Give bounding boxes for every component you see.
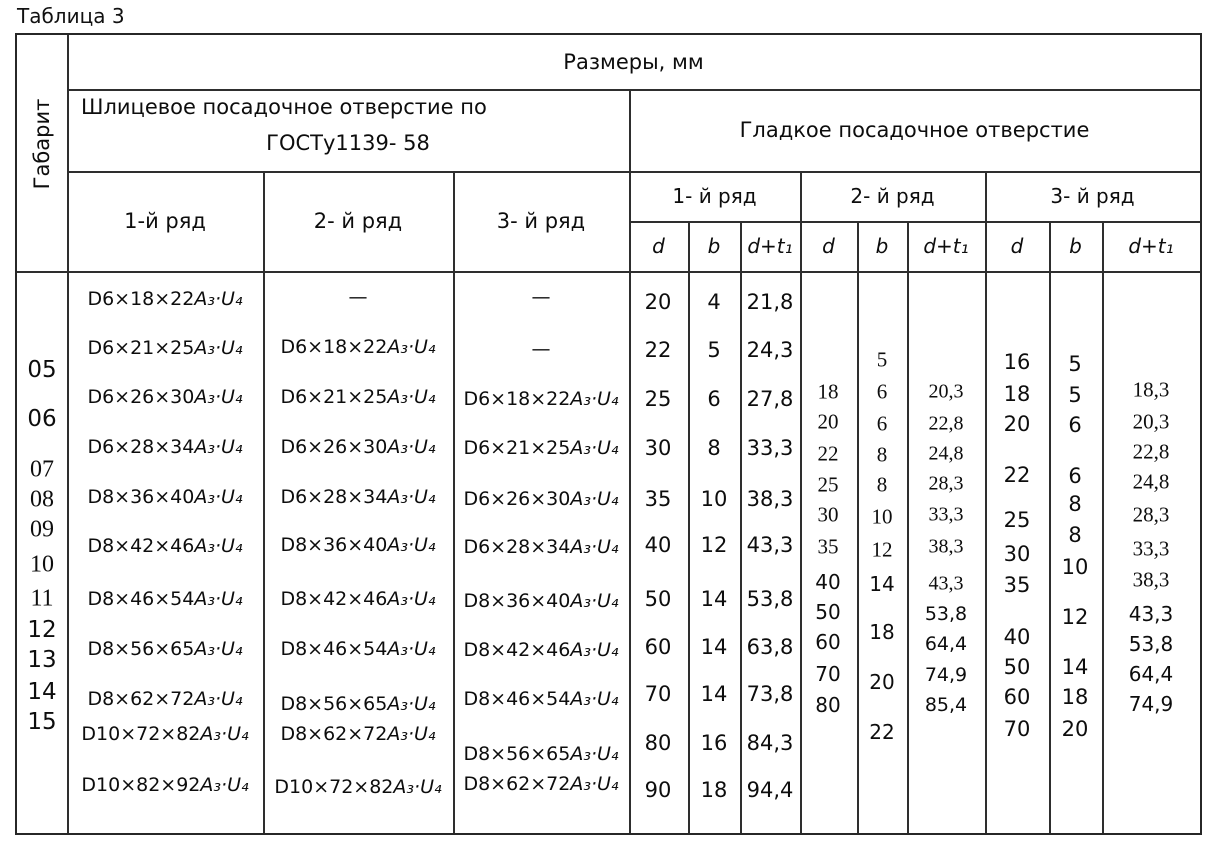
designation-suffix: A₃·U₄ [194, 337, 243, 359]
spline-designation [87, 288, 242, 310]
designation-suffix: A₃·U₄ [387, 723, 436, 745]
spline-designation [463, 488, 618, 510]
dimension-value: 38,3 [1132, 567, 1170, 592]
dimension-value: 20 [869, 670, 895, 694]
dimension-value: 84,3 [746, 731, 794, 755]
dimension-value: 20 [817, 409, 839, 434]
spline-designation [87, 688, 242, 710]
spline-series3-header: 3- й ряд [496, 209, 586, 233]
dimension-value: 40 [1003, 625, 1031, 649]
dimension-value: 16 [1003, 350, 1031, 374]
dimension-value: 22,8 [928, 412, 964, 435]
dimension-value: 43,3 [746, 533, 794, 557]
designation-base: D6×26×30 [463, 488, 571, 510]
dimension-value: 40 [815, 570, 841, 594]
designation-base: D8×56×65 [463, 743, 571, 765]
dimension-value: 70 [1003, 717, 1031, 741]
dimension-value: 28,3 [928, 472, 964, 495]
spline-designation [463, 437, 618, 459]
dimension-value: 8 [707, 436, 721, 460]
col-header-dt1: d+t₁ [747, 234, 793, 258]
designation-suffix: A₃·U₄ [194, 288, 243, 310]
designation-suffix: A₃·U₄ [194, 436, 243, 458]
gabarit-value: 12 [27, 617, 57, 643]
designation-suffix: A₃·U₄ [570, 743, 619, 765]
designation-suffix: A₃·U₄ [570, 388, 619, 410]
designation-base: D8×42×46 [280, 588, 388, 610]
designation-base: D8×56×65 [87, 638, 195, 660]
gabarit-value: 14 [27, 679, 57, 705]
gabarit-column-header: Габарит [30, 98, 54, 190]
spline-designation [280, 486, 435, 508]
gabarit-value: 09 [30, 516, 54, 543]
designation-base: D6×26×30 [280, 436, 388, 458]
dimension-value: 22 [1003, 463, 1031, 487]
designation-base: D8×36×40 [87, 486, 195, 508]
gabarit-value: 11 [30, 585, 54, 612]
designation-suffix: A₃·U₄ [194, 588, 243, 610]
designation-suffix: A₃·U₄ [387, 486, 436, 508]
dimension-value: 40 [644, 533, 672, 557]
spline-designation [280, 436, 435, 458]
dimension-value: 18,3 [1132, 377, 1170, 402]
spline-designation [280, 588, 435, 610]
spline-designation [463, 639, 618, 661]
designation-base: D10×82×92 [81, 774, 201, 796]
dimension-value: 18 [700, 778, 728, 802]
dimension-value: 6 [1068, 464, 1082, 488]
dimension-value: 33,3 [746, 436, 794, 460]
spline-designation [280, 534, 435, 556]
dimension-value: 35 [817, 534, 839, 559]
spline-designation [87, 386, 242, 408]
dimension-value: 33,3 [1132, 536, 1170, 561]
dimension-value: 74,9 [1128, 692, 1174, 716]
dimension-value: 14 [1061, 655, 1089, 679]
designation-suffix: A₃·U₄ [387, 638, 436, 660]
dimension-value: 43,3 [1128, 602, 1174, 626]
designation-base: D8×62×72 [463, 773, 571, 795]
grid-line [1049, 221, 1051, 833]
dimension-value: 6 [1068, 413, 1082, 437]
dimension-value: 18 [869, 620, 895, 644]
dimension-value: 20 [1061, 717, 1089, 741]
dimension-value: 80 [815, 693, 841, 717]
dimension-value: 18 [1061, 685, 1089, 709]
dimension-value: 74,9 [924, 664, 968, 686]
designation-base: D6×21×25 [463, 437, 571, 459]
dimension-value: 5 [1068, 352, 1082, 376]
dimension-value: 53,8 [924, 603, 968, 625]
designation-suffix: A₃·U₄ [570, 688, 619, 710]
dimension-value: 8 [1068, 523, 1082, 547]
grid-line [1102, 221, 1104, 833]
gabarit-value: 06 [27, 406, 57, 432]
dimension-value: 64,4 [1128, 662, 1174, 686]
spline-designation [349, 286, 368, 308]
table-caption: Таблица 3 [17, 4, 125, 28]
dimension-value: 22 [869, 720, 895, 744]
designation-base: D8×46×54 [463, 688, 571, 710]
designation-suffix: A₃·U₄ [570, 773, 619, 795]
dimension-value: 12 [1061, 605, 1089, 629]
designation-suffix: A₃·U₄ [570, 488, 619, 510]
dimension-value: 6 [707, 387, 721, 411]
smooth-series2-header: 2- й ряд [850, 184, 935, 208]
spline-hole-title-line1: Шлицевое посадочное отверстие по [81, 95, 487, 119]
spline-designation [280, 336, 435, 358]
designation-base: D6×21×25 [280, 386, 388, 408]
spline-designation [280, 386, 435, 408]
spline-designation [532, 338, 551, 360]
dimension-value: 22 [817, 441, 839, 466]
smooth-series1-header: 1- й ряд [672, 184, 757, 208]
designation-base: D8×62×72 [87, 688, 195, 710]
dimension-value: 6 [876, 411, 888, 436]
designation-base: D6×28×34 [463, 536, 571, 558]
dimension-value: 70 [644, 682, 672, 706]
dimension-value: 12 [700, 533, 728, 557]
dimension-value: 64,4 [924, 633, 968, 655]
dimension-value: 38,3 [928, 535, 964, 558]
dimension-value: 25 [817, 472, 839, 497]
spline-series1-header: 1-й ряд [124, 209, 206, 233]
dimension-value: 14 [700, 587, 728, 611]
col-header-dt1: d+t₁ [1128, 234, 1174, 258]
dimension-value: 60 [815, 630, 841, 654]
spline-designation [280, 693, 435, 715]
designation-base: D6×18×22 [280, 336, 388, 358]
col-header-b: b [1069, 234, 1082, 258]
dimension-value: 8 [1068, 492, 1082, 516]
col-header-b: b [707, 234, 721, 258]
gabarit-value: 13 [27, 647, 57, 673]
designation-base: D6×28×34 [280, 486, 388, 508]
designation-base: D10×72×82 [274, 776, 394, 798]
dimension-value: 60 [1003, 685, 1031, 709]
spline-designation [87, 436, 242, 458]
dimension-value: 22,8 [1132, 439, 1170, 464]
designation-suffix: A₃·U₄ [194, 386, 243, 408]
spline-designation [463, 536, 618, 558]
designation-base: D8×42×46 [463, 639, 571, 661]
designation-base: D10×72×82 [81, 723, 201, 745]
designation-base: D8×56×65 [280, 693, 388, 715]
dimension-value: 43,3 [928, 572, 964, 595]
designation-suffix: A₃·U₄ [194, 638, 243, 660]
designation-suffix: A₃·U₄ [570, 590, 619, 612]
dimension-value: 16 [700, 731, 728, 755]
smooth-hole-title: Гладкое посадочное отверстие [739, 118, 1090, 142]
designation-base: D6×18×22 [87, 288, 195, 310]
spline-designation [87, 486, 242, 508]
designation-base: D6×21×25 [87, 337, 195, 359]
dimension-value: 38,3 [746, 487, 794, 511]
dimension-value: 10 [1061, 555, 1089, 579]
designation-suffix: A₃·U₄ [387, 588, 436, 610]
dimension-value: 5 [707, 338, 721, 362]
spline-designation [280, 723, 435, 745]
col-header-d: d [822, 234, 835, 258]
dimension-value: 8 [876, 442, 888, 467]
gabarit-value: 05 [27, 357, 57, 383]
dimension-value: 8 [876, 472, 888, 497]
designation-suffix: A₃·U₄ [387, 336, 436, 358]
designation-suffix: A₃·U₄ [194, 535, 243, 557]
spline-designation [87, 337, 242, 359]
gabarit-value: 10 [30, 551, 54, 578]
dimension-value: 50 [815, 600, 841, 624]
dimension-value: 14 [869, 572, 895, 596]
designation-base: D8×36×40 [463, 590, 571, 612]
dimension-value: 73,8 [746, 682, 794, 706]
designation-suffix: A₃·U₄ [387, 693, 436, 715]
dimension-value: 90 [644, 778, 672, 802]
gabarit-value: 08 [30, 486, 54, 513]
designation-base: D8×46×54 [280, 638, 388, 660]
col-header-d: d [1010, 234, 1024, 258]
spline-designation [81, 774, 248, 796]
col-header-dt1: d+t₁ [923, 234, 969, 258]
spline-series2-header: 2- й ряд [313, 209, 403, 233]
dimension-value: 25 [1003, 508, 1031, 532]
dimension-value: 20 [644, 290, 672, 314]
grid-line [740, 221, 742, 833]
dimension-value: 6 [876, 379, 888, 404]
dimension-value: 70 [815, 662, 841, 686]
spline-designation [463, 388, 618, 410]
dimension-value: 5 [1068, 383, 1082, 407]
dimension-value: 12 [871, 537, 893, 562]
designation-suffix: A₃·U₄ [570, 536, 619, 558]
dimension-value: 28,3 [1132, 502, 1170, 527]
dimension-value: 24,8 [1132, 469, 1170, 494]
designation-base: D8×36×40 [280, 534, 388, 556]
units-header: Размеры, мм [563, 50, 704, 74]
designation-suffix: A₃·U₄ [200, 723, 249, 745]
grid-line [857, 221, 859, 833]
dimension-value: 50 [1003, 655, 1031, 679]
dimension-value: 80 [644, 731, 672, 755]
dimension-value: 85,4 [924, 694, 968, 716]
designation-suffix: A₃·U₄ [570, 437, 619, 459]
dimension-value: 35 [644, 487, 672, 511]
spline-hole-title-line2: ГОСТу1139- 58 [266, 131, 430, 155]
designation-base: — [531, 286, 551, 308]
designation-suffix: A₃·U₄ [387, 436, 436, 458]
spline-designation [463, 743, 618, 765]
dimension-value: 20,3 [1132, 409, 1170, 434]
gabarit-value: 15 [27, 709, 57, 735]
dimension-value: 30 [1003, 542, 1031, 566]
dimension-value: 22 [644, 338, 672, 362]
dimension-value: 20,3 [928, 380, 964, 403]
designation-suffix: A₃·U₄ [393, 776, 442, 798]
grid-line [907, 221, 909, 833]
dimension-value: 14 [700, 682, 728, 706]
dimension-value: 14 [700, 635, 728, 659]
spline-designation [463, 773, 618, 795]
dimension-value: 30 [644, 436, 672, 460]
designation-base: D8×42×46 [87, 535, 195, 557]
dimension-value: 35 [1003, 573, 1031, 597]
dimension-value: 63,8 [746, 635, 794, 659]
dimension-value: 24,8 [928, 442, 964, 465]
dimension-value: 24,3 [746, 338, 794, 362]
spline-designation [87, 588, 242, 610]
spline-designation [81, 723, 248, 745]
gabarit-value: 07 [30, 456, 54, 483]
designation-suffix: A₃·U₄ [194, 688, 243, 710]
dimension-value: 20 [1003, 412, 1031, 436]
designation-base: — [348, 286, 368, 308]
designation-suffix: A₃·U₄ [570, 639, 619, 661]
dimension-value: 50 [644, 587, 672, 611]
spline-designation [532, 286, 551, 308]
designation-suffix: A₃·U₄ [387, 386, 436, 408]
dimension-value: 18 [817, 379, 839, 404]
spline-designation [463, 590, 618, 612]
spline-designation [463, 688, 618, 710]
designation-base: D6×18×22 [463, 388, 571, 410]
dimension-value: 18 [1003, 382, 1031, 406]
dimension-value: 27,8 [746, 387, 794, 411]
designation-base: D8×62×72 [280, 723, 388, 745]
dimension-value: 94,4 [746, 778, 794, 802]
designation-base: — [531, 338, 551, 360]
spline-designation [280, 638, 435, 660]
col-header-d: d [652, 234, 665, 258]
dimension-value: 33,3 [928, 503, 964, 526]
dimension-value: 10 [871, 504, 893, 529]
dimension-value: 25 [644, 387, 672, 411]
dimension-value: 60 [644, 635, 672, 659]
col-header-b: b [875, 234, 889, 258]
designation-suffix: A₃·U₄ [200, 774, 249, 796]
designation-base: D8×46×54 [87, 588, 195, 610]
dimension-value: 10 [700, 487, 728, 511]
smooth-series3-header: 3- й ряд [1050, 184, 1135, 208]
dimensions-table [15, 33, 1202, 835]
designation-suffix: A₃·U₄ [194, 486, 243, 508]
designation-base: D6×28×34 [87, 436, 195, 458]
designation-base: D6×26×30 [87, 386, 195, 408]
spline-designation [87, 535, 242, 557]
dimension-value: 30 [817, 502, 839, 527]
dimension-value: 53,8 [746, 587, 794, 611]
designation-suffix: A₃·U₄ [387, 534, 436, 556]
dimension-value: 4 [707, 290, 721, 314]
spline-designation [274, 776, 441, 798]
grid-line [688, 221, 690, 833]
dimension-value: 21,8 [746, 290, 794, 314]
dimension-value: 53,8 [1128, 632, 1174, 656]
spline-designation [87, 638, 242, 660]
grid-line [17, 271, 1200, 273]
dimension-value: 5 [876, 347, 888, 372]
